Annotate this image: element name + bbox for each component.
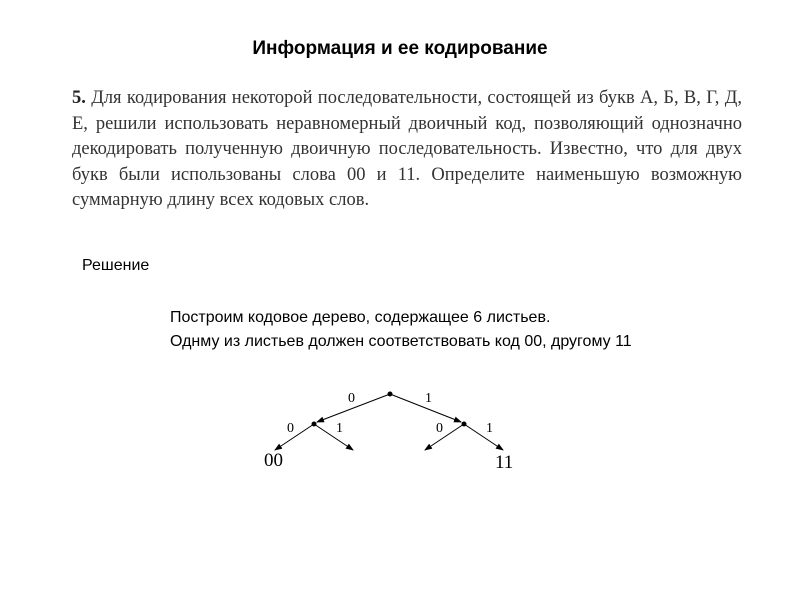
right-right-label: 1 [486, 421, 493, 436]
right-left-label: 0 [436, 421, 443, 436]
problem-statement [72, 86, 742, 214]
edge-right-right [464, 424, 503, 450]
solution-line-1: Построим кодовое дерево, содержащее 6 листьев. [170, 309, 551, 326]
left-right-label: 1 [336, 421, 343, 436]
root-right-label: 1 [425, 391, 432, 406]
leaf-code-11: 11 [495, 452, 514, 473]
edge-right-left [425, 424, 464, 450]
edge-left-right [314, 424, 353, 450]
slide-title: Информация и ее кодирование [252, 38, 548, 59]
code-tree [250, 380, 540, 480]
solution-line-2: Однму из листьев должен соответствовать код 00, другому 11 [170, 333, 632, 350]
leaf-code-00: 00 [264, 450, 283, 471]
problem-text: Для кодирования некоторой последовательности, состоящей из букв А, Б, В, Г, Д, Е, решили использовать неравномерный двоичный код, позволяющий однозначно декодировать полученную двоичную последовательность. Известно, что для двух букв были использованы слова 00 и 11. Определите наименьшую возможную суммарную длину всех кодовых слов. [72, 88, 743, 210]
problem-number: 5. [72, 88, 86, 108]
solution-label: Решение [82, 257, 150, 274]
edge-left-left [275, 424, 314, 450]
root-left-label: 0 [348, 391, 355, 406]
solution-text [170, 306, 770, 354]
left-left-label: 0 [287, 421, 294, 436]
